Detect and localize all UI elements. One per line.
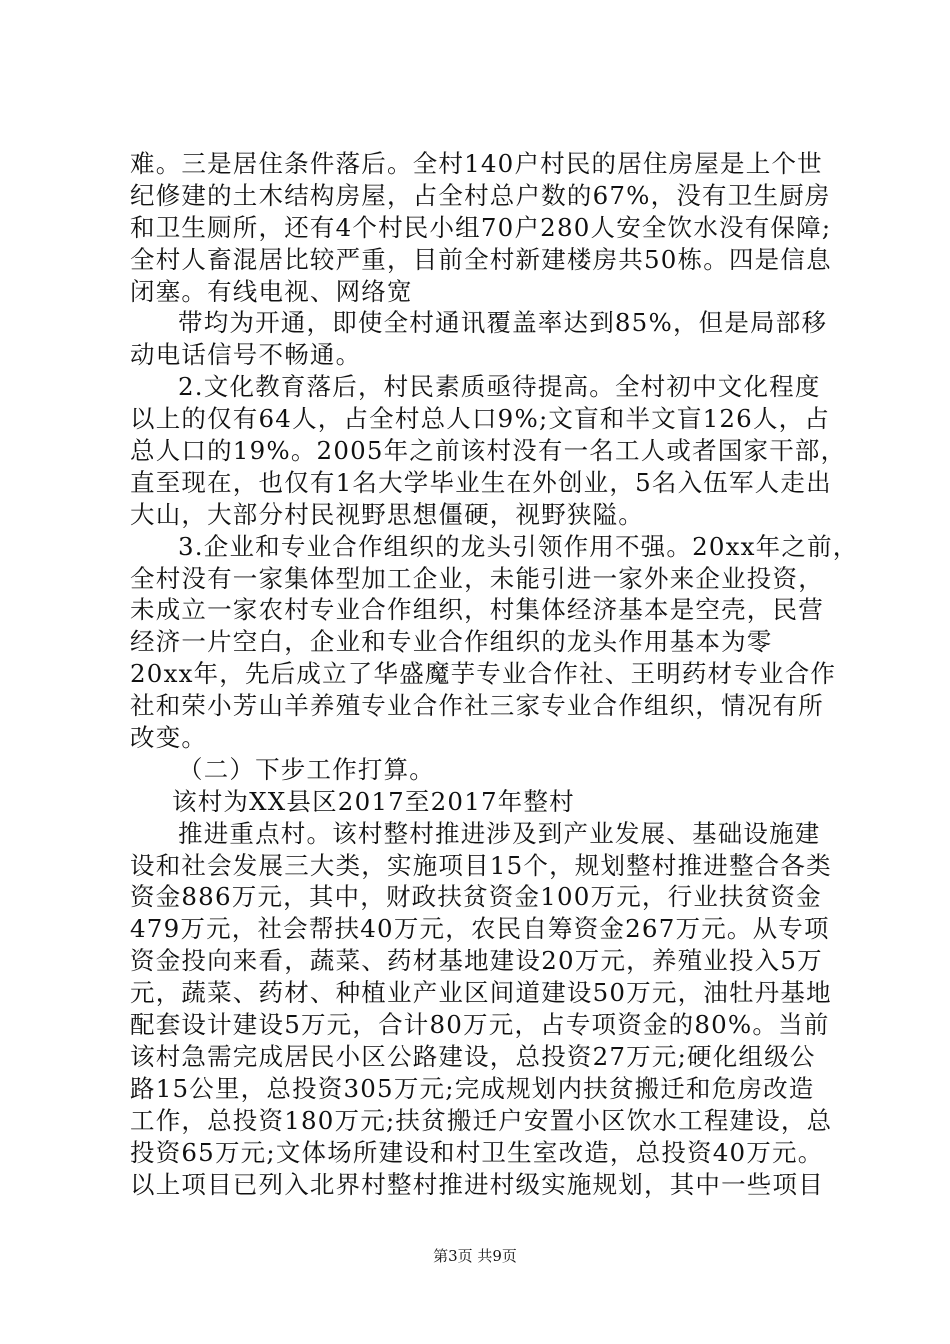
text-line: 2.文化教育落后，村民素质亟待提高。全村初中文化程度: [178, 372, 821, 402]
text-line: 元，蔬菜、药材、种植业产业区间道建设50万元，油牡丹基地: [130, 978, 832, 1008]
text-line: 投资65万元;文体场所建设和村卫生室改造，总投资40万元。: [130, 1137, 824, 1167]
text-line: 社和荣小芳山羊养殖专业合作社三家专业合作组织，情况有所: [130, 691, 824, 721]
text-line: 和卫生厕所，还有4个村民小组70户280人安全饮水没有保障;: [130, 212, 832, 242]
text-line: 纪修建的土木结构房屋，占全村总户数的67%，没有卫生厨房: [130, 180, 831, 210]
text-line: 推进重点村。该村整村推进涉及到产业发展、基础设施建: [178, 818, 821, 848]
text-line: 改变。: [130, 723, 208, 753]
text-line: 479万元，社会帮扶40万元，农民自筹资金267万元。从专项: [130, 914, 830, 944]
text-line: 以上的仅有64人，占全村总人口9%;文盲和半文盲126人，占: [130, 404, 831, 434]
text-line: 经济一片空白，企业和专业合作组织的龙头作用基本为零: [130, 627, 773, 657]
text-line: 难。三是居住条件落后。全村140户村民的居住房屋是上个世: [130, 149, 823, 178]
text-line: 资金886万元，其中，财政扶贫资金100万元，行业扶贫资金: [130, 882, 822, 912]
document-body: [130, 148, 859, 1200]
text-line: 资金投向来看，蔬菜、药材基地建设20万元，养殖业投入5万: [130, 946, 823, 976]
text-line: 总人口的19%。2005年之前该村没有一名工人或者国家干部，: [130, 436, 847, 466]
text-line: 以上项目已列入北界村整村推进村级实施规划，其中一些项目: [130, 1169, 824, 1199]
text-line: 配套设计建设5万元，合计80万元，占专项资金的80%。当前: [130, 1010, 830, 1040]
text-line: 工作，总投资180万元;扶贫搬迁户安置小区饮水工程建设，总: [130, 1105, 833, 1135]
text-line: 带均为开通，即使全村通讯覆盖率达到85%，但是局部移: [178, 308, 828, 338]
text-line: 闭塞。有线电视、网络宽: [130, 276, 413, 306]
text-line: 大山，大部分村民视野思想僵硬，视野狭隘。: [130, 499, 644, 529]
text-line: 全村没有一家集体型加工企业，未能引进一家外来企业投资，: [130, 563, 824, 593]
text-line: 未成立一家农村专业合作组织，村集体经济基本是空壳，民营: [130, 595, 824, 625]
text-line: 直至现在，也仅有1名大学毕业生在外创业，5名入伍军人走出: [130, 467, 832, 497]
page-footer: 第3页 共9页: [433, 1247, 517, 1265]
text-line: （二）下步工作打算。: [178, 754, 435, 784]
text-line: 该村为XX县区2017至2017年整村: [172, 786, 575, 816]
text-line: 该村急需完成居民小区公路建设，总投资27万元;硬化组级公: [130, 1041, 816, 1071]
text-line: 20xx年，先后成立了华盛魔芋专业合作社、王明药材专业合作: [130, 659, 837, 689]
text-line: 3.企业和专业合作组织的龙头引领作用不强。20xx年之前，: [178, 531, 859, 561]
text-line: 动电话信号不畅通。: [130, 340, 362, 370]
text-line: 设和社会发展三大类，实施项目15个，规划整村推进整合各类: [130, 850, 832, 880]
text-line: 路15公里，总投资305万元;完成规划内扶贫搬迁和危房改造: [130, 1073, 815, 1103]
text-line: 全村人畜混居比较严重，目前全村新建楼房共50栋。四是信息: [130, 244, 832, 274]
